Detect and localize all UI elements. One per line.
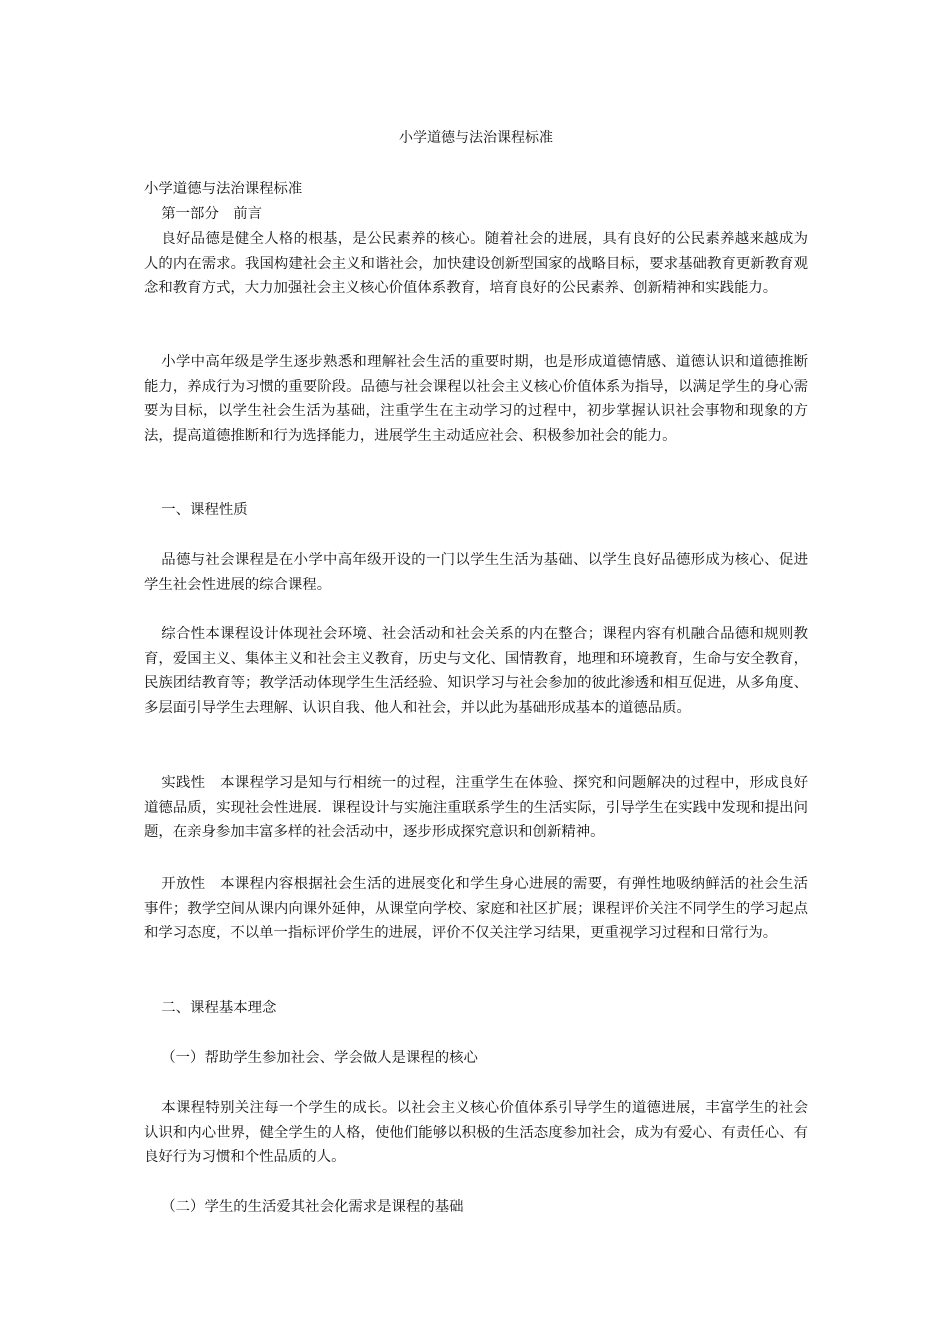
paragraph-concept-1: 本课程特别关注每一个学生的成长。以社会主义核心价值体系引导学生的道德进展，丰富学生的社会认识和内心世界，健全学生的人格，使他们能够以积极的生活态度参加社会，成为有爱心、有责任心、有良好行为习惯和个性品质的人。 <box>144 1100 808 1166</box>
subsection-heading-1: （一）帮助学生参加社会、学会做人是课程的核心 <box>161 1050 478 1066</box>
subsection-heading-2: （二）学生的生活爱其社会化需求是课程的基础 <box>161 1199 464 1215</box>
document-title: 小学道德与法治课程标准 <box>399 130 553 146</box>
paragraph-open: 开放性 本课程内容根据社会生活的进展变化和学生身心进展的需要，有弹性地吸纳鲜活的社会生活事件；教学空间从课内向课外延伸，从课堂向学校、家庭和社区扩展；课程评价关注不同学生的学习起点和学习态度，不以单一指标评价学生的进展，评价不仅关注学习结果，更重视学习过程和日常行为。 <box>144 876 808 942</box>
part-heading: 第一部分 前言 <box>161 206 263 222</box>
paragraph-practical: 实践性 本课程学习是知与行相统一的过程，注重学生在体验、探究和问题解决的过程中，形成良好道德品质，实现社会性进展．课程设计与实施注重联系学生的生活实际，引导学生在实践中发现和提出问题，在亲身参加丰富多样的社会活动中，逐步形成探究意识和创新精神。 <box>144 775 808 841</box>
paragraph-intro-2: 小学中高年级是学生逐步熟悉和理解社会生活的重要时期，也是形成道德情感、道德认识和道德推断能力，养成行为习惯的重要阶段。品德与社会课程以社会主义核心价值体系为指导，以满足学生的身心需要为目标，以学生社会生活为基础，注重学生在主动学习的过程中，初步掌握认识社会事物和现象的方法，提高道德推断和行为选择能力，进展学生主动适应社会、积极参加社会的能力。 <box>144 354 808 444</box>
paragraph-intro-1: 良好品德是健全人格的根基，是公民素养的核心。随着社会的进展，具有良好的公民素养越来越成为人的内在需求。我国构建社会主义和谐社会，加快建设创新型国家的战略目标，要求基础教育更新教育观念和教育方式，大力加强社会主义核心价值体系教育，培育良好的公民素养、创新精神和实践能力。 <box>144 231 808 297</box>
section-heading-nature: 一、课程性质 <box>161 502 248 518</box>
paragraph-nature: 品德与社会课程是在小学中高年级开设的一门以学生生活为基础、以学生良好品德形成为核心、促进学生社会性进展的综合课程。 <box>144 552 808 593</box>
section-heading-concepts: 二、课程基本理念 <box>161 1000 277 1016</box>
paragraph-comprehensive: 综合性本课程设计体现社会环境、社会活动和社会关系的内在整合；课程内容有机融合品德和规则教育，爱国主义、集体主义和社会主义教育，历史与文化、国情教育，地理和环境教育，生命与安全教育，民族团结教育等；教学活动体现学生生活经验、知识学习与社会参加的彼此渗透和相互促进，从多角度、多层面引导学生去理解、认识自我、他人和社会，并以此为基础形成基本的道德品质。 <box>144 626 808 716</box>
document-subtitle: 小学道德与法治课程标准 <box>144 181 303 197</box>
